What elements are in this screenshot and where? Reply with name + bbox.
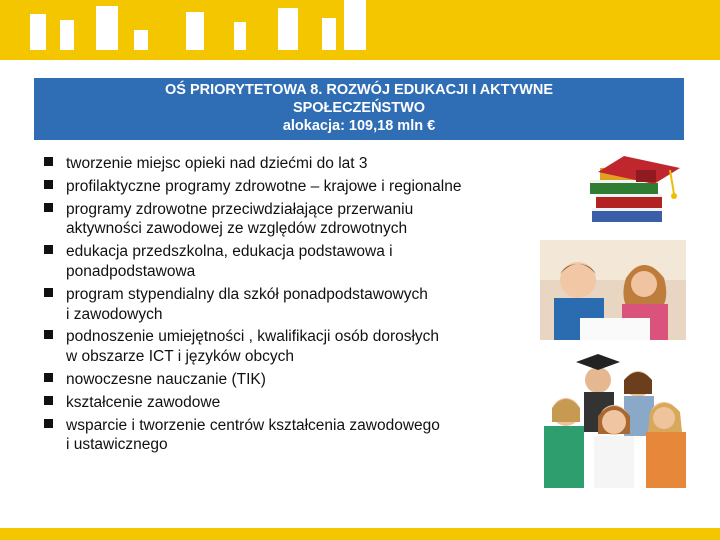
children-learning-image bbox=[540, 240, 686, 340]
bullet-square-icon bbox=[44, 245, 53, 254]
banner-block bbox=[234, 22, 246, 50]
title-line-1: OŚ PRIORYTETOWA 8. ROZWÓJ EDUKACJI I AKTYWNE bbox=[164, 82, 554, 98]
list-item: tworzenie miejsc opieki nad dziećmi do lat 3 bbox=[44, 154, 524, 174]
list-item: podnoszenie umiejętności , kwalifikacji osób dorosłych w obszarze ICT i języków obcych bbox=[44, 327, 524, 367]
banner-base bbox=[0, 50, 720, 60]
books-graduation-cap-image bbox=[584, 150, 690, 230]
bottom-banner bbox=[0, 528, 720, 540]
bullet-square-icon bbox=[44, 288, 53, 297]
banner-block bbox=[96, 6, 118, 50]
list-item: wsparcie i tworzenie centrów kształcenia zawodowego i ustawicznego bbox=[44, 416, 524, 456]
title-line-2: SPOŁECZEŃSTWO bbox=[292, 100, 426, 116]
list-item: edukacja przedszkolna, edukacja podstawowa i ponadpodstawowa bbox=[44, 242, 524, 282]
banner-block bbox=[278, 8, 298, 50]
bullet-square-icon bbox=[44, 203, 53, 212]
banner-block bbox=[60, 20, 74, 50]
bullet-square-icon bbox=[44, 157, 53, 166]
list-item: program stypendialny dla szkół ponadpodstawowych i zawodowych bbox=[44, 285, 524, 325]
bullet-square-icon bbox=[44, 396, 53, 405]
list-item: programy zdrowotne przeciwdziałające przerwaniu aktywności zawodowej ze względów zdrowotnych bbox=[44, 200, 524, 240]
banner-block bbox=[322, 18, 336, 50]
bullet-square-icon bbox=[44, 373, 53, 382]
priority-axis-title bbox=[34, 78, 684, 140]
list-item: nowoczesne nauczanie (TIK) bbox=[44, 370, 524, 390]
banner-block bbox=[30, 14, 46, 50]
bullet-square-icon bbox=[44, 330, 53, 339]
graduates-group-image bbox=[538, 350, 690, 488]
measures-list bbox=[44, 154, 524, 458]
bullet-square-icon bbox=[44, 419, 53, 428]
list-item: kształcenie zawodowe bbox=[44, 393, 524, 413]
title-allocation: alokacja: 109,18 mln € bbox=[282, 118, 436, 134]
banner-block bbox=[186, 12, 204, 50]
banner-block bbox=[134, 30, 148, 50]
banner-block bbox=[344, 0, 366, 50]
list-item: profilaktyczne programy zdrowotne – krajowe i regionalne bbox=[44, 177, 524, 197]
top-banner bbox=[0, 0, 720, 60]
bullet-square-icon bbox=[44, 180, 53, 189]
